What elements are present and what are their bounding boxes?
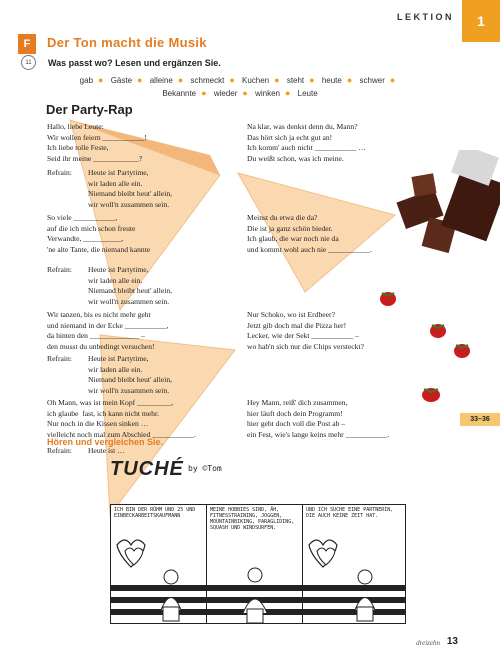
song-title: Der Party-Rap: [46, 102, 133, 117]
word-box-item: Kuchen: [242, 76, 270, 85]
stanza-right-3: Nur Schoko, wo ist Erdbeer? Jetzt gib doch mal die Pizza her! Lecker, wie der Sekt ___________ – wo hab'n sich nur die Chips versteckt?: [247, 310, 364, 351]
stanza-left-4: Oh Mann, was ist mein Kopf _________, ich glaube fast, ich kann nicht mehr. Nur noch in die Kissen sinken … vielleicht noch mal zum Abschied ___________.: [47, 398, 196, 439]
bullet-icon: ●: [309, 75, 315, 85]
comic-panel-3: [302, 504, 406, 624]
bullet-icon: ●: [284, 88, 291, 98]
word-box-item: gab: [79, 76, 94, 85]
comic-author: by ©Tom: [188, 464, 222, 473]
bullet-icon: ●: [98, 75, 104, 85]
track-range-marker: 33–36: [460, 413, 500, 426]
section-title: Der Ton macht die Musik: [47, 35, 207, 50]
page-number-word: dreizehn: [416, 639, 440, 647]
refrain-label: Refrain:: [47, 446, 72, 455]
word-box-item: steht: [286, 76, 305, 85]
bullet-icon: ●: [201, 88, 207, 98]
strawberry-icon: [378, 289, 398, 307]
comic-panel-2: [206, 504, 304, 624]
word-box: [50, 74, 430, 100]
refrain-label: Refrain:: [47, 168, 72, 177]
bullet-icon: ●: [346, 75, 353, 85]
comic-character-drawing: [303, 525, 405, 624]
refrain-label: Refrain:: [47, 265, 72, 274]
bullet-icon: ●: [177, 75, 184, 85]
listening-instruction: Hören und vergleichen Sie.: [47, 437, 164, 447]
stanza-left-2: So viele ___________, auf die ich mich schon freute Verwandte, __________, 'ne alte Tante, die niemand kannte: [47, 213, 151, 254]
speech-bubble-text: ICH BIN DER RÜHM UND 25 UND EINBECKARBEITSKAUFMANN: [114, 507, 196, 519]
comic-panel-1: [110, 504, 208, 624]
bullet-icon: ●: [242, 88, 248, 98]
stanza-right-2: Meinst du etwa die da? Die ist ja ganz schön bieder. Ich glaub, die war noch nie da und kommt wohl auch nie ___________.: [247, 213, 372, 254]
chocolate-illustration: [395, 150, 500, 260]
stanza-right-4: Hey Mann, reiß' dich zusammen, hier läuft doch dein Programm! hier geht doch voll die Post ab – ein Fest, wie's lange keins mehr ___________.: [247, 398, 390, 439]
strawberry-icon: [420, 384, 442, 404]
refrain-text: Heute ist Partytime, wir laden alle ein. Niemand bleibt heut' allein, wir woll'n zusammen sein.: [88, 265, 173, 306]
refrain-end: Heute ist …: [88, 446, 125, 455]
refrain-text: Heute ist Partytime, wir laden alle ein. Niemand bleibt heut' allein, wir woll'n zusammen sein.: [88, 354, 173, 395]
stanza-right-1: Na klar, was denkst denn du, Mann? Das hört sich ja echt gut an! Ich komm' auch nicht ___________ … Du weißt schon, was ich meine.: [247, 122, 366, 163]
lektion-label: LEKTION: [397, 12, 454, 22]
word-box-item: Leute: [297, 89, 318, 98]
bullet-icon: ●: [137, 75, 143, 85]
word-box-item: alleine: [149, 76, 173, 85]
comic-strip: [110, 452, 458, 622]
word-box-item: Bekannte: [162, 89, 197, 98]
stanza-left-1: Hallo, liebe Leute: Wir wollen feiern ___________! Ich liebe tolle Feste, Seid ihr meine ____________?: [47, 122, 147, 163]
exercise-instruction: Was passt wo? Lesen und ergänzen Sie.: [48, 58, 221, 68]
bullet-icon: ●: [229, 75, 235, 85]
refrain-label: Refrain:: [47, 354, 72, 363]
section-letter-badge: F: [18, 34, 36, 54]
page-number: 13: [446, 636, 458, 647]
comic-character-drawing: [111, 525, 207, 624]
word-box-item: wieder: [213, 89, 238, 98]
comic-character-drawing: [207, 543, 303, 623]
word-box-item: schwer: [359, 76, 385, 85]
comic-title: TUCHÉ: [110, 458, 184, 480]
lektion-number-tab: 1: [462, 0, 500, 42]
bullet-icon: ●: [274, 75, 280, 85]
strawberry-icon: [428, 320, 448, 340]
audio-track-icon: 11: [21, 55, 36, 70]
stanza-left-3: Wir tanzen, bis es nicht mehr geht und niemand in der Ecke ___________, da hinten den _____________ – den musst du unbedingt versuchen!: [47, 310, 169, 351]
speech-bubble-text: MEINE HOBBIES SIND, ÄH, FITNESSTRAINING, JOGGEN, MOUNTAINBIKING, PARAGLIDING, SQUASH UND WINDSURFEN.: [210, 507, 295, 531]
bullet-icon: ●: [389, 75, 396, 85]
strawberry-icon: [452, 340, 472, 360]
word-box-item: schmeckt: [190, 76, 225, 85]
word-box-item: winken: [255, 89, 280, 98]
word-box-item: heute: [321, 76, 342, 85]
word-box-item: Gäste: [110, 76, 133, 85]
speech-bubble-text: UND ICH SUCHE EINE PARTNERIN, DIE AUCH KEINE ZEIT HAT.: [306, 507, 394, 519]
refrain-text: Heute ist Partytime, wir laden alle ein. Niemand bleibt heut' allein, wir woll'n zusammen sein.: [88, 168, 173, 209]
